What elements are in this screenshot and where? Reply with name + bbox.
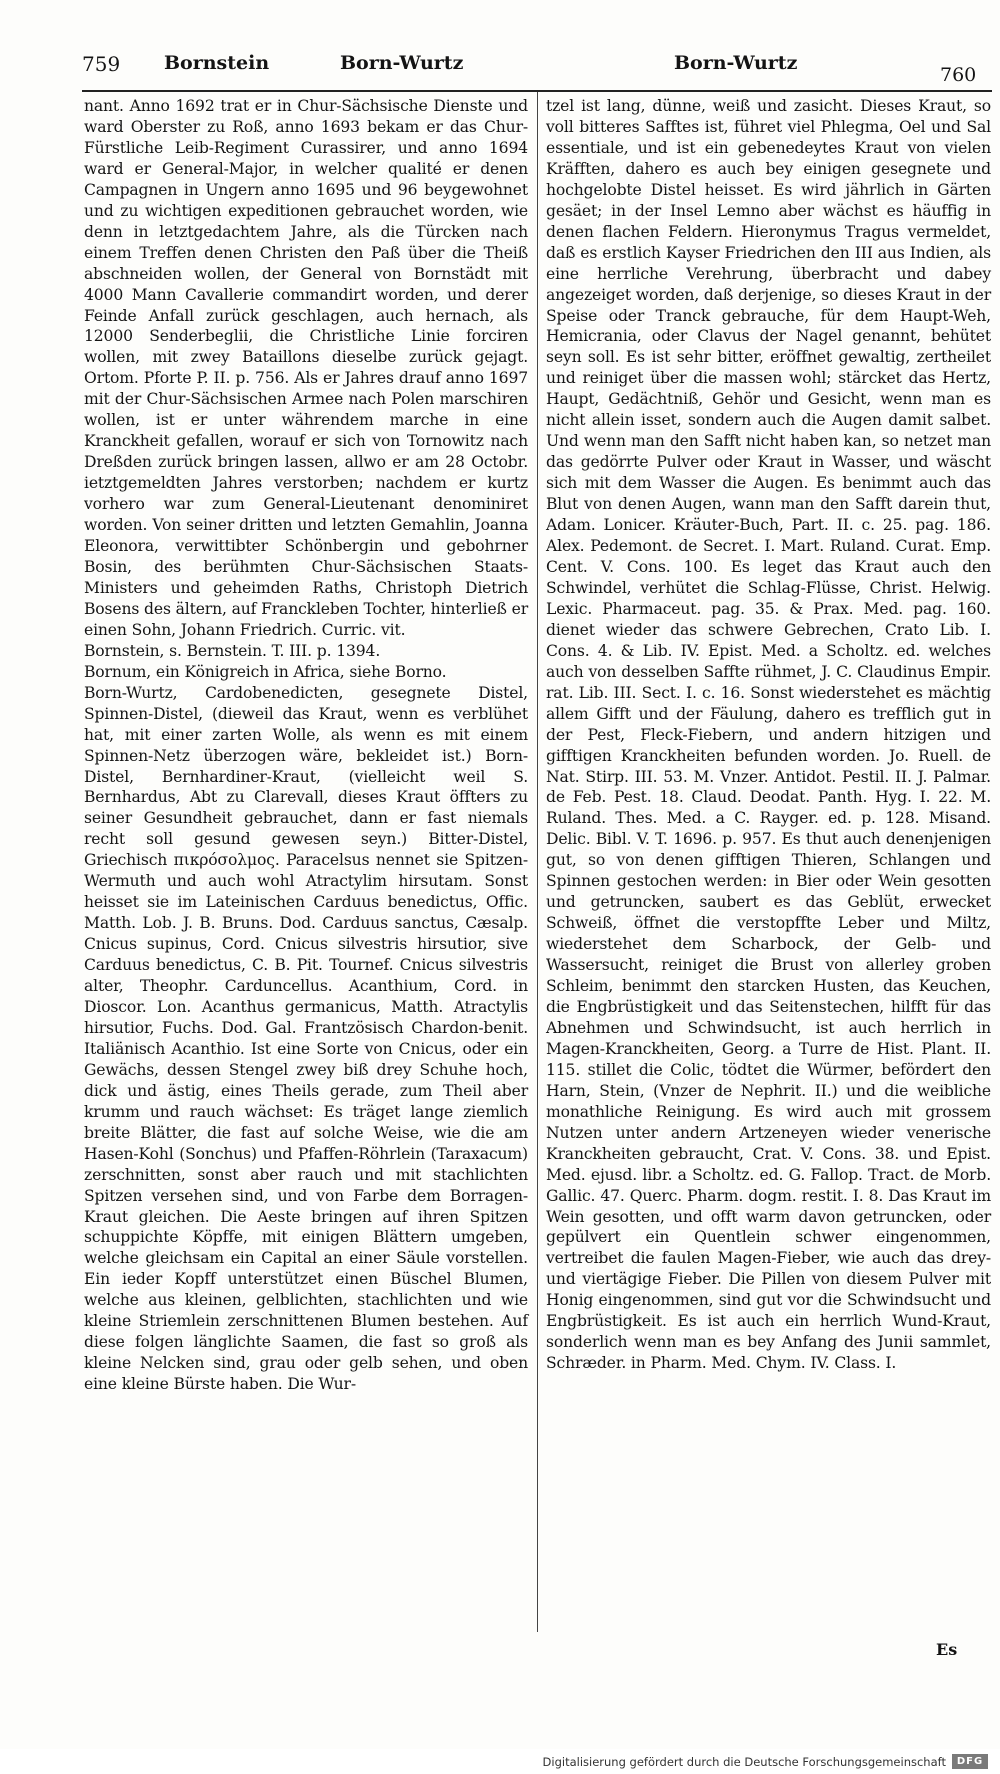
running-header: [82, 52, 994, 92]
page-number-right: 760: [940, 64, 977, 86]
column-divider: [537, 92, 538, 1632]
running-head-right: Born-Wurtz: [674, 52, 798, 74]
entry-bornstein: Bornstein, s. Bernstein. T. III. p. 1394.: [84, 641, 381, 660]
entry-bornum: Bornum, ein Königreich in Africa, siehe Borno.: [84, 662, 447, 681]
paragraph-born-wurtz-continued: tzel ist lang, dünne, weiß und zasicht. Dieses Kraut, so voll bitteres Safftes ist, führet viel Phlegma, Oel und Sal essentiale, und ist ein gebenedeytes Kraut von vielen Kräfften, dahero es auch bey einigen gesegnete und hochgelobte Distel heisset. Es wird jährlich in Gärten gesäet; in der Insel Lemno aber wächst es häuffig in denen flachen Feldern. Hieronymus Tragus vermeldet, daß es erstlich Kayser Friedrichen den III aus Indien, als eine herrliche Verehrung, überbracht und dabey angezeiget worden, daß derjenige, so dieses Kraut in der Speise oder Tranck gebrauche, für dem Haupt-Weh, Hemicrania, oder Clavus der Nagel genannt, behütet seyn soll. Es ist sehr bitter, eröffnet gewaltig, zertheilet und reiniget über die massen wohl; stärcket das Hertz, Haupt, Gedächtniß, Gehör und Gesicht, wenn man es nicht allein isset, sondern auch die Augen damit salbet. Und wenn man den Safft nicht haben kan, so netzet man das gedörrte Pulver oder Kraut in Wasser, und wäscht sich mit dem Wasser die Augen. Es benimmt auch das Blut von denen Augen, wann man den Safft darein thut, Adam. Lonicer. Kräuter-Buch, Part. II. c. 25. pag. 186. Alex. Pedemont. de Secret. I. Mart. Ruland. Curat. Emp. Cent. V. Cons. 100. Es leget das Kraut auch den Schwindel, verhütet die Schlag-Flüsse, Christ. Helwig. Lexic. Pharmaceut. pag. 35. & Prax. Med. pag. 160. dienet wieder das schwere Gebrechen, Crato Lib. I. Cons. 4. & Lib. IV. Epist. Med. a Scholtz. ed. welches auch von desselben Saffte rühmet, J. C. Claudinus Empir. rat. Lib. III. Sect. I. c. 16. Sonst wiederstehet es mächtig allem Gifft und der Fäulung, dahero es trefflich gut in der Pest, Fleck-Fiebern, und andern hitzigen und gifftigen Kranckheiten befunden worden. Jo. Ruell. de Nat. Stirp. III. 53. M. Vnzer. Antidot. Pestil. II. J. Palmar. de Feb. Pest. 18. Claud. Deodat. Panth. Hyg. I. 22. M. Ruland. Thes. Med. a C. Rayger. ed. p. 128. Misand. Delic. Bibl. V. T. 1696. p. 957. Es thut auch denenjenigen gut, so von denen gifftigen Thieren, Schlangen und Spinnen gestochen werden: in Bier oder Wein gesotten und getruncken, saubert es das Geblüt, erwecket Schweiß, öffnet die verstopffte Leber und Miltz, wiederstehet dem Scharbock, der Gelb- und Wassersucht, reiniget die Brust von allerley groben Schleim, benimmt den starcken Husten, das Keuchen, die Engbrüstigkeit und das Seitenstechen, hilfft für das Abnehmen und Schwindsucht, ist auch herrlich in Magen-Kranckheiten, Georg. a Turre de Hist. Plant. II. 115. stillet die Colic, tödtet die Würmer, befördert den Harn, Stein, (Vnzer de Nephrit. II.) und die weibliche monathliche Reinigung. Es wird auch mit grossem Nutzen unter andern Artzeneyen wieder venerische Kranckheiten gebraucht, Crat. V. Cons. 38. und Epist. Med. ejusd. libr. a Scholtz. ed. G. Fallop. Tract. de Morb. Gallic. 47. Querc. Pharm. dogm. restit. I. 8. Das Kraut im Wein gesotten, und offt warm davon getruncken, oder gepülvert ein Quentlein schwer eingenommen, vertreibet die faulen Magen-Fieber, wie auch das drey- und viertägige Fieber. Die Pillen von diesem Pulver mit Honig eingenommen, sind gut vor die Schwindsucht und Engbrüstigkeit. Es ist auch ein herrlich Wund-Kraut, sonderlich wenn man es bey Anfang des Junii sammlet, Schræder. in Pharm. Med. Chym. IV. Class. I.: [546, 97, 991, 1373]
funding-credit: Digitalisierung gefördert durch die Deutsche Forschungsgemeinschaft: [542, 1755, 946, 1769]
running-head-left: Bornstein: [164, 52, 270, 74]
running-head-middle: Born-Wurtz: [340, 52, 464, 74]
entry-born-wurtz: Born-Wurtz, Cardobenedicten, gesegnete Distel, Spinnen-Distel, (dieweil das Kraut, wenn es verblühet hat, mit einer zarten Wolle, als wenn es mit einem Spinnen-Netz überzogen wäre, bekleidet ist.) Born-Distel, Bernhardiner-Kraut, (vielleicht weil S. Bernhardus, Abt zu Clarevall, dieses Kraut öffters zu seiner Gesundheit gebrauchet, dann er fast niemals recht soll gesund gewesen seyn.) Bitter-Distel, Griechisch πικρόσολμος. Paracelsus nennet sie Spitzen-Wermuth und auch wohl Atractylim hirsutam. Sonst heisset sie im Lateinischen Carduus benedictus, Offic. Matth. Lob. J. B. Bruns. Dod. Carduus sanctus, Cæsalp. Cnicus supinus, Cord. Cnicus silvestris hirsutior, sive Carduus benedictus, C. B. Pit. Tournef. Cnicus silvestris alter, Theophr. Carduncellus. Acanthium, Cord. in Dioscor. Lon. Acanthus germanicus, Matth. Atractylis hirsutior, Fuchs. Dod. Gal. Frantzösisch Chardon-benit. Italiänisch Acanthio. Ist eine Sorte von Cnicus, oder ein Gewächs, dessen Stengel zwey biß drey Schuhe hoch, dick und ästig, eines Theils gerade, zum Theil aber krumm und rauch wächset: Es träget lange ziemlich breite Blätter, die fast auf solche Weise, wie die am Hasen-Kohl (Sonchus) und Pfaffen-Röhrlein (Taraxacum) zerschnitten, sonst aber rauch und mit stachlichten Spitzen versehen sind, und von Farbe dem Borragen-Kraut gleichen. Die Aeste bringen auf ihren Spitzen schuppichte Köpffe, mit einigen Blättern umgeben, welche gleichsam ein Capital an einer Säule vorstellen. Ein ieder Kopff unterstützet einen Büschel Blumen, welche aus kleinen, gelblichten, stachlichten und wie kleine Striemlein zerschnittenen Blumen bestehen. Auf diese folgen länglichte Saamen, die fast so groß als kleine Nelcken sind, grau oder gelb sehen, und oben eine kleine Bürste haben. Die Wur-: [84, 683, 528, 1394]
left-column: [84, 96, 528, 1395]
digitization-footer: [0, 1749, 1000, 1774]
page-number-left: 759: [82, 52, 121, 76]
paragraph-bornstadt-biography: nant. Anno 1692 trat er in Chur-Sächsische Dienste und ward Oberster zu Roß, anno 1693 bekam er das Chur-Fürstliche Leib-Regiment Curassirer, und anno 1694 ward er General-Major, in welcher qualité er denen Campagnen in Ungern anno 1695 und 96 beygewohnet und zu wichtigen expeditionen gebrauchet worden, wie denn in letztgedachtem Jahre, als die Türcken nach einem Treffen denen Christen den Paß über die Theiß abschneiden wollen, der General von Bornstädt mit 4000 Mann Cavallerie commandirt worden, und derer Feinde Anfall zurück geschlagen, auch hernach, als 12000 Senderbeglii, die Christliche Linie forciren wollen, mit zwey Bataillons dieselbe zurück gejagt. Ortom. Pforte P. II. p. 756. Als er Jahres drauf anno 1697 mit der Chur-Sächsischen Armee nach Polen marschiren wollen, ist er unter währendem marche in eine Kranckheit gefallen, worauf er sich von Tornowitz nach Dreßden zurück bringen lassen, allwo er am 28 Octobr. ietztgemeldten Jahres verstorben; nachdem er kurtz vorhero war zum General-Lieutenant denominiret worden. Von seiner dritten und letzten Gemahlin, Joanna Eleonora, verwittibter Schönbergin und gebohrner Bosin, des berühmten Chur-Sächsischen Staats-Ministers und geheimden Raths, Christoph Dietrich Bosens des ältern, auf Franckleben Tochter, hinterließ er einen Sohn, Johann Friedrich. Curric. vit.: [84, 97, 528, 639]
right-column: [546, 96, 991, 1374]
catchword: Es: [936, 1640, 958, 1659]
dfg-logo-icon: DFG: [952, 1754, 988, 1769]
